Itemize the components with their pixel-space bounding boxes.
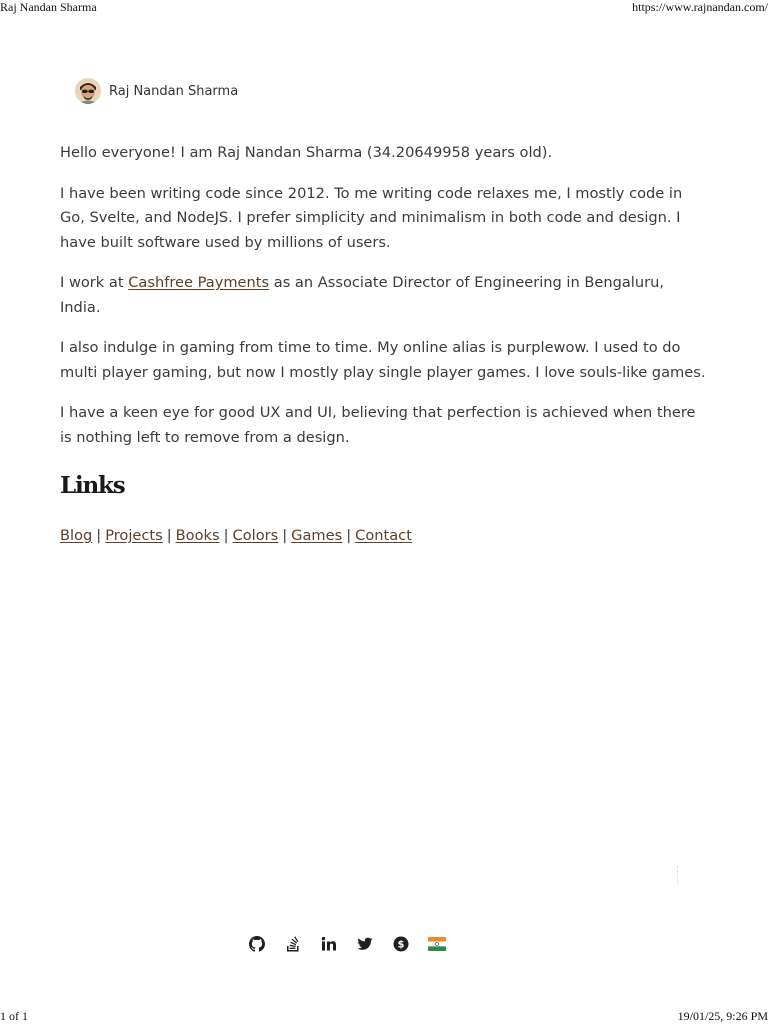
colors-link[interactable]: Colors [232,527,279,544]
site-name-link[interactable]: Raj Nandan Sharma [109,83,239,99]
links-heading: Links [60,472,125,499]
print-page-title: Raj Nandan Sharma [0,0,97,14]
print-footer [0,1009,768,1023]
dollar-icon [393,936,409,952]
intro-paragraph-5: I have a keen eye for good UX and UI, believing that perfection is achieved when there is nothing left to remove from a design. [60,404,696,446]
india-link[interactable] [428,935,446,953]
link-separator: | [346,527,352,544]
stackoverflow-link[interactable] [284,935,302,953]
linkedin-icon [321,936,337,952]
linkedin-link[interactable] [320,935,338,953]
projects-link[interactable]: Projects [105,527,163,544]
link-separator: | [166,527,172,544]
scroll-indicator [677,866,679,884]
github-link[interactable] [248,935,266,953]
games-link[interactable]: Games [291,527,343,544]
site-header [75,77,238,105]
print-timestamp: 19/01/25, 9:26 PM [677,1009,768,1023]
intro-paragraph-1: Hello everyone! I am Raj Nandan Sharma (34.20649958 years old). [60,144,553,161]
print-header [0,0,768,14]
link-separator: | [223,527,229,544]
contact-link[interactable]: Contact [355,527,412,544]
books-link[interactable]: Books [175,527,220,544]
link-separator: | [96,527,102,544]
print-page-count: 1 of 1 [0,1009,28,1023]
svg-text:$: $ [397,939,405,951]
avatar-photo-icon [75,78,101,104]
blog-link[interactable]: Blog [60,527,93,544]
print-page-url: https://www.rajnandan.com/ [632,0,768,14]
twitter-link[interactable] [356,935,374,953]
india-flag-icon [428,937,446,951]
social-links [248,935,446,953]
twitter-icon [357,936,373,952]
intro-paragraph-2: I have been writing code since 2012. To me writing code relaxes me, I mostly code in Go, Svelte, and NodeJS. I prefer simplicity and minimalism in both code and design. I have built software used by millions of users. [60,184,683,251]
intro-paragraph-3 [60,271,708,320]
work-text-after: as an Associate Director of Engineering in Bengaluru, India. [60,274,664,316]
main-content [60,141,708,547]
cashfree-link[interactable]: Cashfree Payments [128,274,270,291]
links-nav [60,525,708,547]
intro-paragraph-4: I also indulge in gaming from time to time. My online alias is purplewow. I used to do multi player gaming, but now I mostly play single player games. I love souls-like games. [60,339,706,381]
link-separator: | [282,527,288,544]
stackoverflow-icon [285,936,301,952]
avatar[interactable] [75,78,101,104]
sponsor-link[interactable] [392,935,410,953]
github-icon [249,936,265,952]
work-text-before: I work at [60,274,129,291]
